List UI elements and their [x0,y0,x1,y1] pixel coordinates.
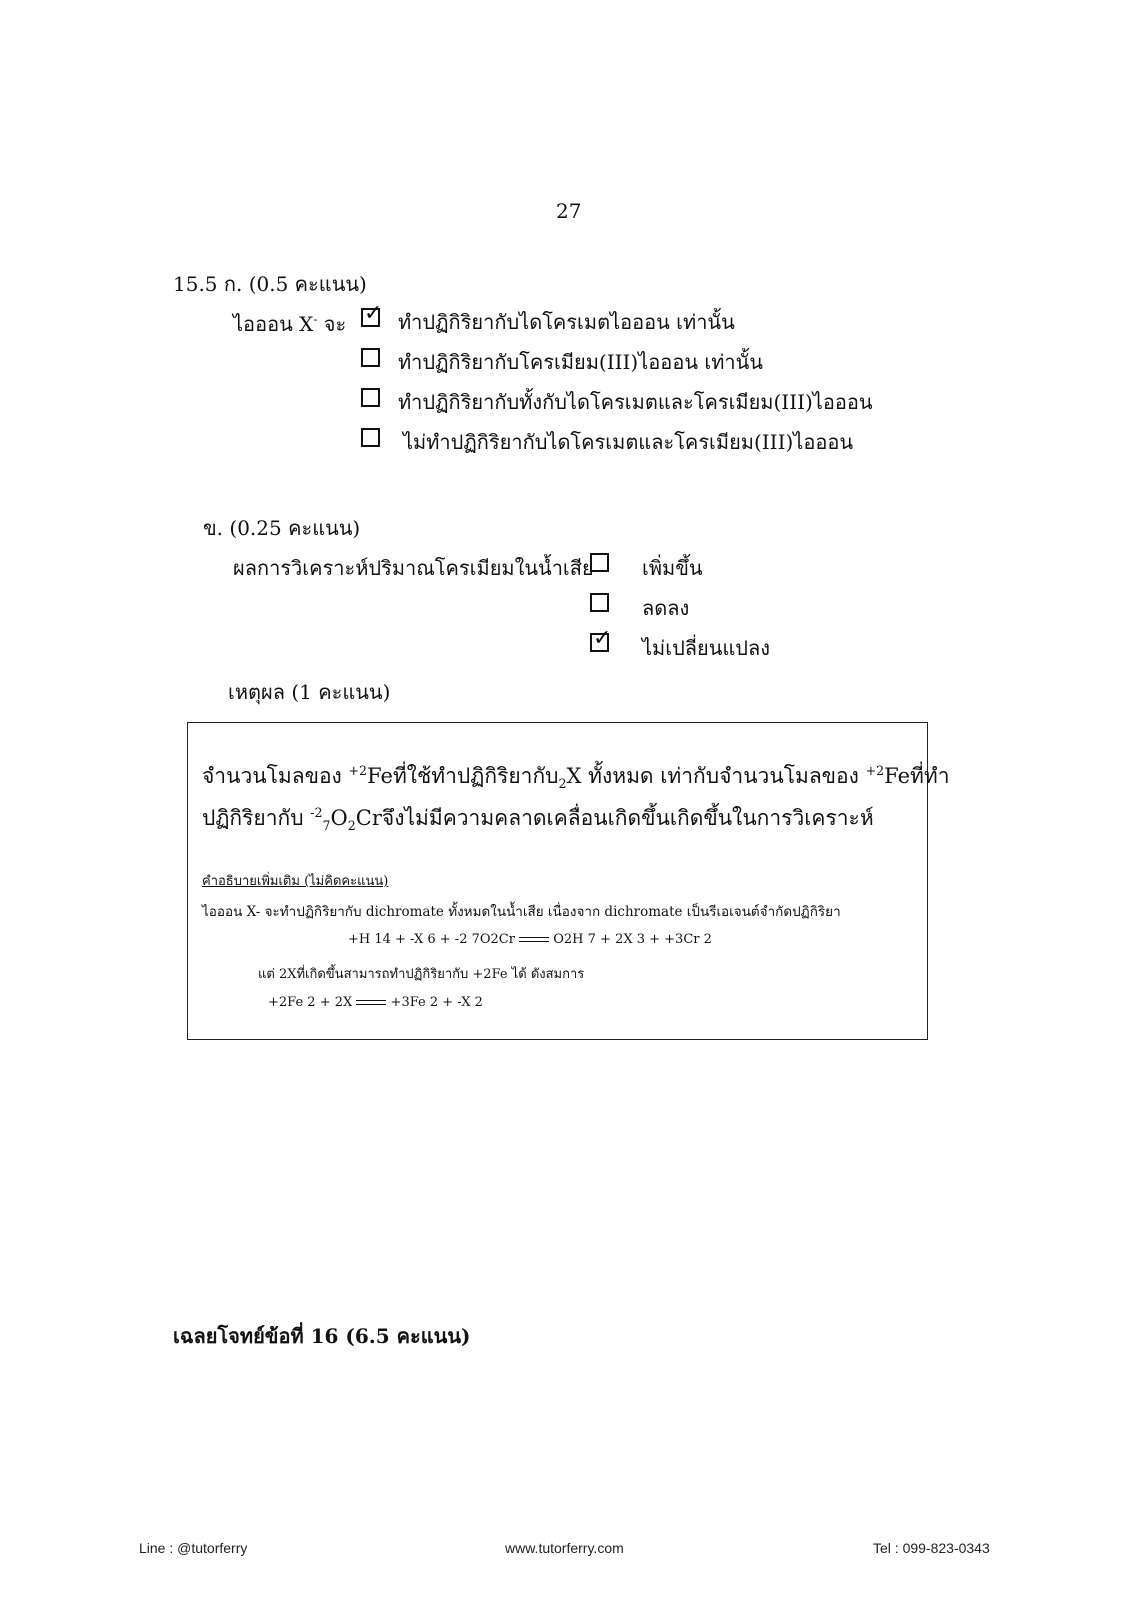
option-1-checkbox[interactable] [361,301,383,331]
q16-heading: เฉลยโจทย์ข้อที่ 16 (6.5 คะแนน) [173,1324,471,1348]
text: X ทั้งหมด เท่ากับจำนวนโมลของ [566,764,866,788]
prompt-charge: - [313,312,318,327]
reason-line-2 [202,802,874,835]
note-line-1: ไอออน X- จะทำปฏิกิริยากับ dichromate ทั้งหมดในน้ำเสีย เนื่องจาก dichromate เป็นรีเอเจนต์จำกัดปฏิกิริยา [202,904,841,920]
subscript: 2 [347,818,356,834]
equation-1-right: O2H 7 + 2X 3 + +3Cr 2 [553,932,712,947]
option-3-checkbox[interactable] [361,388,380,411]
text: จำนวนโมลของ [202,764,349,788]
option-2-checkbox[interactable] [361,348,380,371]
footer-website-link[interactable]: www.tutorferry.com [505,1540,624,1556]
option-3-label: ทำปฏิกิริยากับทั้งกับไดโครเมตและโครเมียม(III)ไอออน [398,390,873,414]
equilibrium-arrow-icon [356,999,386,1007]
b-option-3-label: ไม่เปลี่ยนแปลง [642,636,771,660]
reason-heading: เหตุผล (1 คะแนน) [228,680,391,704]
equilibrium-arrow-icon [519,936,549,944]
q15-5-prompt [233,308,346,340]
reason-box [187,722,950,1040]
b-option-1-checkbox[interactable] [590,553,609,576]
page-number: 27 [556,199,582,223]
b-option-3-checkbox[interactable] [590,626,612,656]
b-option-1-label: เพิ่มขึ้น [642,556,703,580]
prompt-verb: จะ [317,312,347,336]
text: Cr [355,806,382,830]
option-4-label: ไม่ทำปฏิกิริยากับไดโครเมตและโครเมียม(III)ไอออน [403,430,854,454]
note-title: คำอธิบายเพิ่มเติม (ไม่คิดคะแนน) [202,874,389,889]
footer-line-contact: Line : @tutorferry [139,1540,248,1556]
option-2-label: ทำปฏิกิริยากับโครเมียม(III)ไอออน เท่านั้น [398,350,763,374]
charge: +2 [348,763,368,778]
q15-5-heading: 15.5 ก. (0.5 คะแนน) [173,272,367,296]
b-option-2-checkbox[interactable] [590,593,609,616]
option-1-label: ทำปฏิกิริยากับไดโครเมตไอออน เท่านั้น [398,310,735,334]
equation-2 [268,995,483,1010]
q-b-heading: ข. (0.25 คะแนน) [203,516,361,540]
text: Fe [367,764,393,788]
subscript: 2 [558,776,567,792]
text: ปฏิกิริยากับ [202,806,311,830]
text: Fe [884,764,911,788]
note-line-2: แต่ 2Xที่เกิดขึ้นสามารถทำปฏิกิริยากับ +2Fe ได้ ดังสมการ [258,967,585,982]
option-4-checkbox[interactable] [361,428,380,451]
charge: -2 [310,805,323,820]
q-b-prompt: ผลการวิเคราะห์ปริมาณโครเมียมในน้ำเสีย [233,556,594,580]
text: ที่ใช้ทำปฏิกิริยากับ [392,764,559,788]
equation-1 [348,932,712,947]
subscript: 7 [322,818,331,834]
check-icon: ✓ [593,626,612,651]
text: จึงไม่มีความคลาดเคลื่อนเกิดขึ้นเกิดขึ้นในการวิเคราะห์ [381,806,874,830]
check-icon: ✓ [364,301,383,326]
charge: +2 [865,763,885,778]
b-option-2-label: ลดลง [642,596,690,620]
text: O [330,806,348,830]
text: ที่ทำ [910,764,950,788]
equation-1-left: +H 14 + -X 6 + -2 7O2Cr [348,932,515,947]
prompt-ion: ไอออน X [233,312,314,336]
equation-2-right: +3Fe 2 + -X 2 [390,995,483,1010]
footer-phone: Tel : 099-823-0343 [873,1540,990,1556]
equation-2-left: +2Fe 2 + 2X [268,995,353,1010]
reason-line-1 [202,760,950,793]
